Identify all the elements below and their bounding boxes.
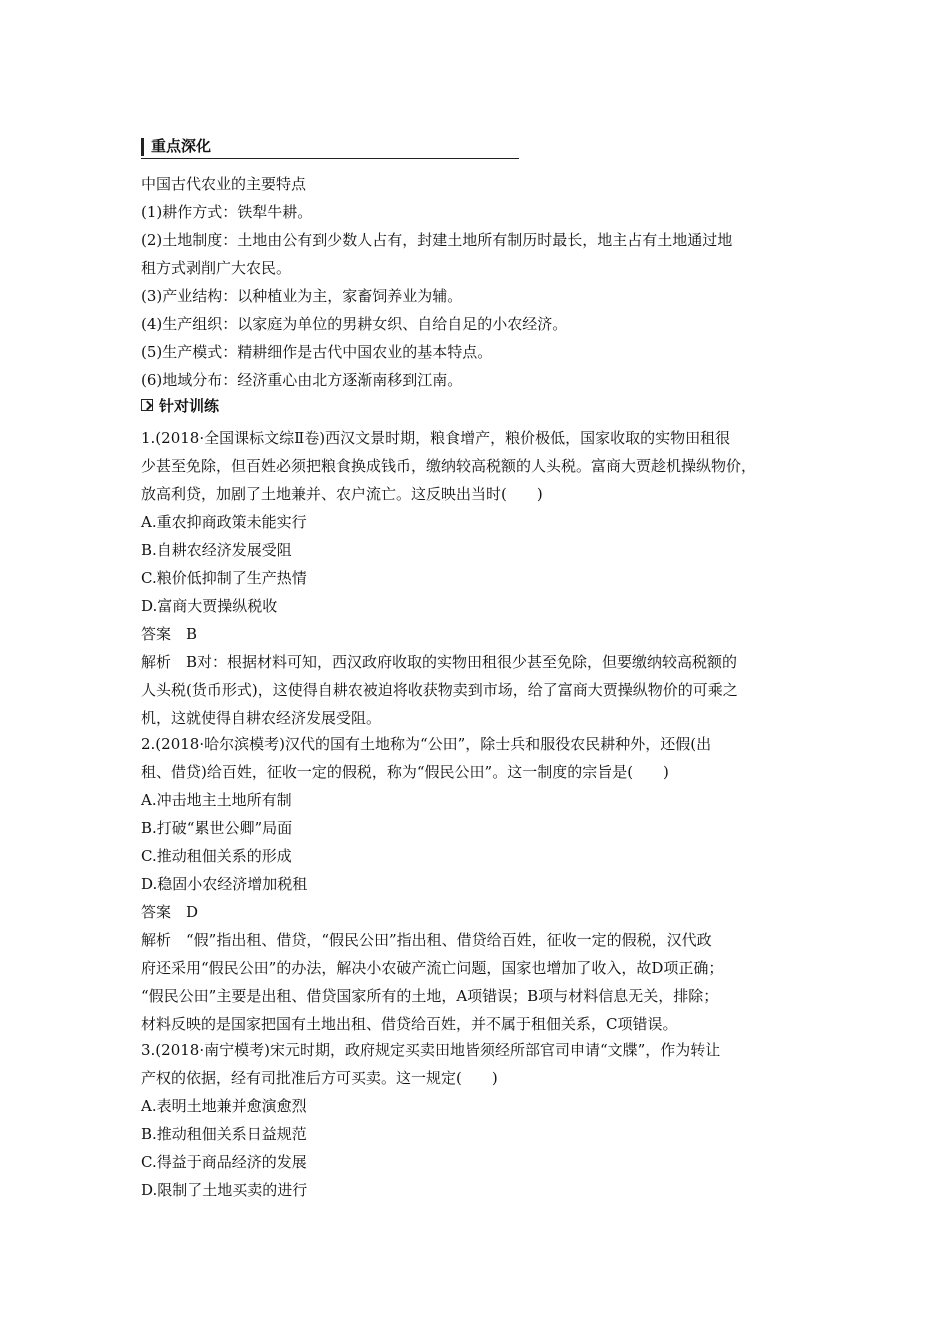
question-2-analysis: 解析 “假”指出租、借贷，“假民公田”指出租、借贷给百姓，征收一定的假税，汉代政 [141,931,712,949]
feature-line: (6)地域分布：经济重心由北方逐渐南移到江南。 [141,371,463,389]
section-title: 重点深化 [151,137,212,155]
question-2-answer: 答案 D [141,903,199,921]
question-2-stem: 租、借贷)给百姓，征收一定的假税，称为“假民公田”。这一制度的宗旨是( ) [141,763,669,781]
question-3-option-b: B.推动租佃关系日益规范 [141,1125,307,1143]
question-1-option-c: C.粮价低抑制了生产热情 [141,569,307,587]
question-2-stem: 2.(2018·哈尔滨模考)汉代的国有土地称为“公田”，除士兵和服役农民耕种外，还假(出 [141,735,712,753]
question-3-option-d: D.限制了土地买卖的进行 [141,1181,308,1199]
question-3-option-a: A.表明土地兼并愈演愈烈 [141,1097,307,1115]
question-1-option-d: D.富商大贾操纵税收 [141,597,278,615]
feature-line: 租方式剥削广大农民。 [141,259,292,277]
intro-line: 中国古代农业的主要特点 [141,175,307,193]
question-1-answer: 答案 B [141,625,198,643]
question-1-stem: 放高利贷，加剧了土地兼并、农户流亡。这反映出当时( ) [141,485,543,503]
drill-marker-icon [141,399,153,411]
feature-line: (4)生产组织：以家庭为单位的男耕女织、自给自足的小农经济。 [141,315,568,333]
question-1-analysis: 人头税(货币形式)，这使得自耕农被迫将收获物卖到市场，给了富商大贾操纵物价的可乘之 [141,681,738,699]
question-2-analysis: “假民公田”主要是出租、借贷国家所有的土地，A项错误；B项与材料信息无关，排除； [141,987,719,1005]
question-1-stem: 少甚至免除，但百姓必须把粮食换成钱币，缴纳较高税额的人头税。富商大贾趁机操纵物价， [141,457,757,475]
feature-line: (3)产业结构：以种植业为主，家畜饲养业为辅。 [141,287,463,305]
feature-line: (2)土地制度：土地由公有到少数人占有，封建土地所有制历时最长，地主占有土地通过地 [141,231,733,249]
question-2-analysis: 府还采用“假民公田”的办法，解决小农破产流亡问题，国家也增加了收入，故D项正确； [141,959,724,977]
question-2-option-d: D.稳固小农经济增加税租 [141,875,308,893]
feature-line: (1)耕作方式：铁犁牛耕。 [141,203,313,221]
question-3-stem: 3.(2018·南宁模考)宋元时期，政府规定买卖田地皆须经所部官司申请“文牒”，作为转让 [141,1041,721,1059]
section-header-bar [141,138,144,156]
question-1-option-b: B.自耕农经济发展受阻 [141,541,292,559]
drill-title: 针对训练 [159,397,220,415]
question-3-option-c: C.得益于商品经济的发展 [141,1153,307,1171]
question-1-analysis: 解析 B对：根据材料可知，西汉政府收取的实物田租很少甚至免除，但要缴纳较高税额的 [141,653,738,671]
section-header [141,136,519,159]
question-2-analysis: 材料反映的是国家把国有土地出租、借贷给百姓，并不属于租佃关系，C项错误。 [141,1015,678,1033]
question-1-option-a: A.重农抑商政策未能实行 [141,513,307,531]
question-1-stem: 1.(2018·全国课标文综Ⅱ卷)西汉文景时期，粮食增产，粮价极低，国家收取的实物田租很 [141,429,731,447]
question-2-option-c: C.推动租佃关系的形成 [141,847,292,865]
question-2-option-b: B.打破“累世公卿”局面 [141,819,293,837]
question-1-analysis: 机，这就使得自耕农经济发展受阻。 [141,709,382,727]
feature-line: (5)生产模式：精耕细作是古代中国农业的基本特点。 [141,343,493,361]
question-3-stem: 产权的依据，经有司批准后方可买卖。这一规定( ) [141,1069,498,1087]
question-2-option-a: A.冲击地主土地所有制 [141,791,292,809]
